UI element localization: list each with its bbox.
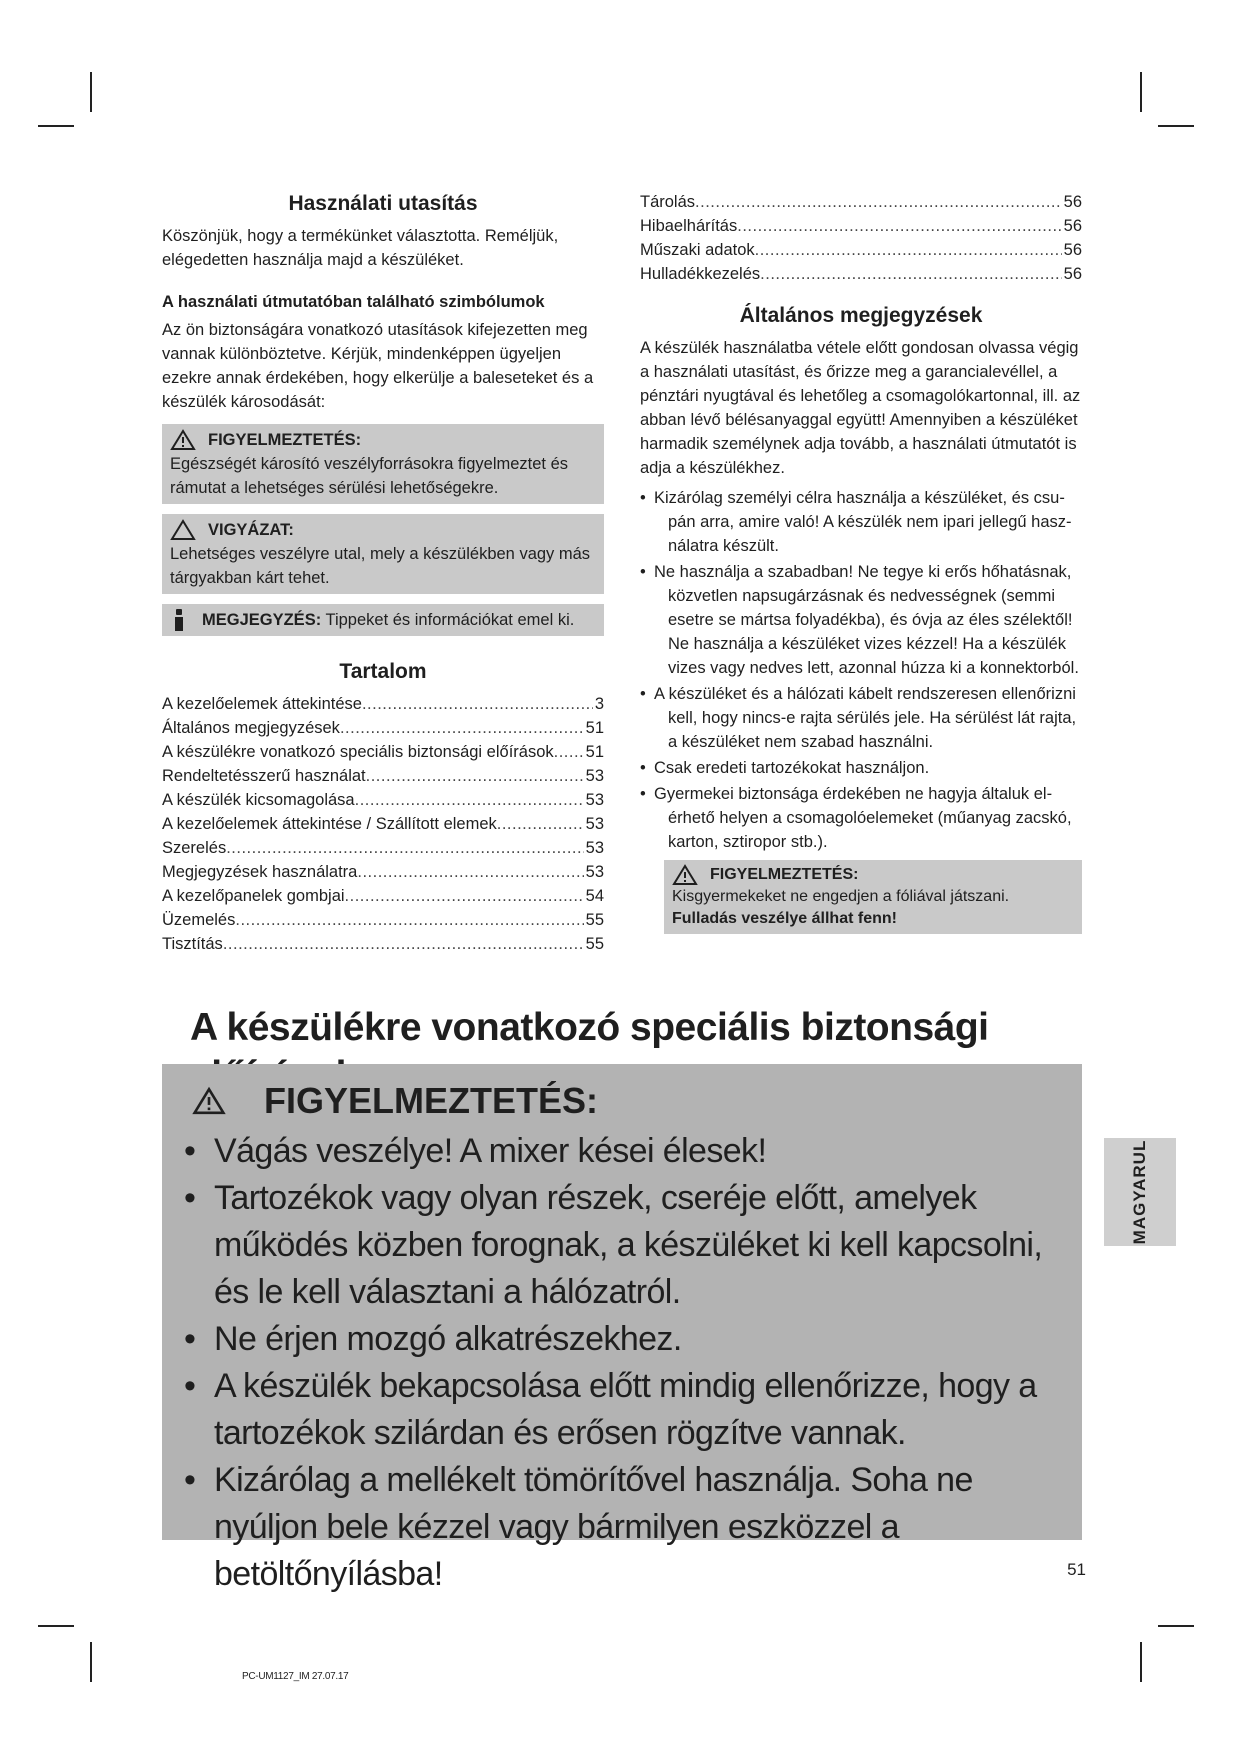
- warning-icon: [170, 429, 196, 451]
- toc-entry[interactable]: Műszaki adatok ..... 56: [640, 238, 1082, 262]
- toc-entry[interactable]: Általános megjegyzések ..... 51: [162, 716, 604, 740]
- warning-icon: [672, 864, 698, 886]
- left-column: [162, 190, 604, 956]
- crop-mark: [1140, 72, 1142, 112]
- crop-mark: [1158, 125, 1194, 127]
- page-number: 51: [1067, 1560, 1086, 1579]
- toc-entry[interactable]: Rendeltetésszerű használat ..... 53: [162, 764, 604, 788]
- general-text: A készülék használatba vétele előtt gondosan olvassa végig a használati utasítást, és őrizze meg a garancialevéllel, a pénztári nyugtával és lehetőleg a csomagolókartonnal, ill. az abban lévő bélésanyaggal együtt! Amennyiben a készüléket harmadik személynek adja tovább, a használati útmutatót is adja a készülékhez.: [640, 339, 1081, 477]
- list-item: • Kizárólag személyi célra használja a készüléket, és csupán arra, amire való! A készülék nem ipari jellegű használatra készült.: [640, 486, 1082, 558]
- safety-warning-label: FIGYELMEZTETÉS:: [264, 1080, 599, 1121]
- general-bullet-list: [640, 486, 1082, 854]
- toc-entry[interactable]: Tisztítás ..... 55: [162, 932, 604, 956]
- film-warning-text: Kisgyermekeket ne engedjen a fóliával játszani.: [672, 888, 1010, 905]
- right-column: [640, 190, 1082, 934]
- toc-entry[interactable]: Hulladékkezelés ..... 56: [640, 262, 1082, 286]
- caution-box: [162, 514, 604, 594]
- crop-mark: [1140, 1642, 1142, 1682]
- caution-header: [170, 518, 596, 542]
- toc-entry[interactable]: Tárolás ..... 56: [640, 190, 1082, 214]
- toc-entry[interactable]: A készülék kicsomagolása ..... 53: [162, 788, 604, 812]
- list-item: • Ne használja a szabadban! Ne tegye ki erős hőhatásnak, közvetlen napsugárzásnak és nedvességnek (semmi esetre se mártsa folyadékba), és óvja az éles szélektől! Ne használja a készüléket vizes kézzel! Ha a készülék vizes vagy nedves lett, azonnal húzza ki a konnektorból.: [640, 560, 1082, 680]
- film-warning-box: [664, 860, 1082, 934]
- toc-title: Tartalom: [339, 660, 427, 683]
- intro-text: Köszönjük, hogy a termékünket választotta. Reméljük, elégedetten használja majd a készüléket.: [162, 227, 559, 269]
- crop-mark: [90, 72, 92, 112]
- toc-entry[interactable]: A kezelőelemek áttekintése ..... 3: [162, 692, 604, 716]
- note-box: [162, 604, 604, 636]
- list-item: • Csak eredeti tartozékokat használjon.: [640, 756, 1082, 780]
- toc-entry[interactable]: Üzemelés ..... 55: [162, 908, 604, 932]
- warning-box: [162, 424, 604, 504]
- language-tab: [1104, 1138, 1176, 1246]
- film-warning-label: FIGYELMEZTETÉS:: [710, 866, 859, 883]
- caution-label: VIGYÁZAT:: [208, 521, 294, 539]
- list-item: • Tartozékok vagy olyan részek, cseréje előtt, amelyek működés közben forognak, a készüléket ki kell kapcsolni, és le kell választani a hálózatról.: [174, 1175, 1062, 1316]
- warning-header: [170, 428, 596, 452]
- general-title: Általános megjegyzések: [739, 304, 983, 327]
- toc-entry[interactable]: A kezelőpanelek gombjai ..... 54: [162, 884, 604, 908]
- list-item: • A készülék bekapcsolása előtt mindig ellenőrizze, hogy a tartozékok szilárdan és erősen rögzítve vannak.: [174, 1363, 1062, 1457]
- toc-right-list: [640, 190, 1082, 286]
- toc-entry[interactable]: A készülékre vonatkozó speciális biztonsági előírások ..... 51: [162, 740, 604, 764]
- symbols-text: Az ön biztonságára vonatkozó utasítások kifejezetten meg vannak különböztetve. Kérjük, mindenképpen ügyeljen ezekre annak érdekében, hogy elkerülje a baleseteket és a készülék károsodását:: [162, 321, 594, 411]
- crop-mark: [38, 125, 74, 127]
- crop-mark: [90, 1642, 92, 1682]
- toc-entry[interactable]: Szerelés ..... 53: [162, 836, 604, 860]
- toc-entry[interactable]: Hibaelhárítás ..... 56: [640, 214, 1082, 238]
- warning-label: FIGYELMEZTETÉS:: [208, 431, 362, 449]
- safety-warning-header: [174, 1074, 1062, 1128]
- safety-bullet-list: [174, 1128, 1062, 1598]
- note-text: Tippeket és információkat emel ki.: [325, 611, 575, 629]
- warning-text: Egészségét károsító veszélyforrásokra figyelmeztet és rámutat a lehetséges sérülési lehetőségekre.: [170, 455, 569, 497]
- symbols-heading: A használati útmutatóban található szimbólumok: [162, 293, 545, 311]
- toc-entry[interactable]: A kezelőelemek áttekintése / Szállított elemek ..... 53: [162, 812, 604, 836]
- film-warning-header: [672, 864, 1074, 886]
- caution-text: Lehetséges veszélyre utal, mely a készülékben vagy más tárgyakban kárt tehet.: [170, 545, 591, 587]
- film-warning-bold-text: Fulladás veszélye állhat fenn!: [672, 910, 897, 927]
- crop-mark: [38, 1625, 74, 1627]
- intro-title: Használati utasítás: [288, 192, 478, 215]
- warning-icon: [192, 1086, 226, 1116]
- list-item: • Kizárólag a mellékelt tömörítővel használja. Soha ne nyúljon bele kézzel vagy bármilyen eszközzel a betöltőnyílásba!: [174, 1457, 1062, 1598]
- info-icon: [174, 609, 184, 631]
- footer-code: PC-UM1127_IM 27.07.17: [242, 1671, 349, 1682]
- list-item: • Gyermekei biztonsága érdekében ne hagyja általuk elérhető helyen a csomagolóelemeket (műanyag zacskó, karton, sztiropor stb.).: [640, 782, 1082, 854]
- list-item: • Vágás veszélye! A mixer kései élesek!: [174, 1128, 1062, 1175]
- toc-entry[interactable]: Megjegyzések használatra ..... 53: [162, 860, 604, 884]
- toc-left-list: [162, 692, 604, 956]
- crop-mark: [1158, 1625, 1194, 1627]
- caution-icon: [170, 519, 196, 541]
- list-item: • A készüléket és a hálózati kábelt rendszeresen ellenőrizni kell, hogy nincs-e rajta sérülés jele. Ha sérülést lát rajta, a készüléket nem szabad használni.: [640, 682, 1082, 754]
- safety-title: A készülékre vonatkozó speciális biztonsági: [190, 1006, 989, 1049]
- note-label: MEGJEGYZÉS:: [202, 611, 322, 629]
- list-item: • Ne érjen mozgó alkatrészekhez.: [174, 1316, 1062, 1363]
- language-label: MAGYARUL: [1130, 1139, 1149, 1245]
